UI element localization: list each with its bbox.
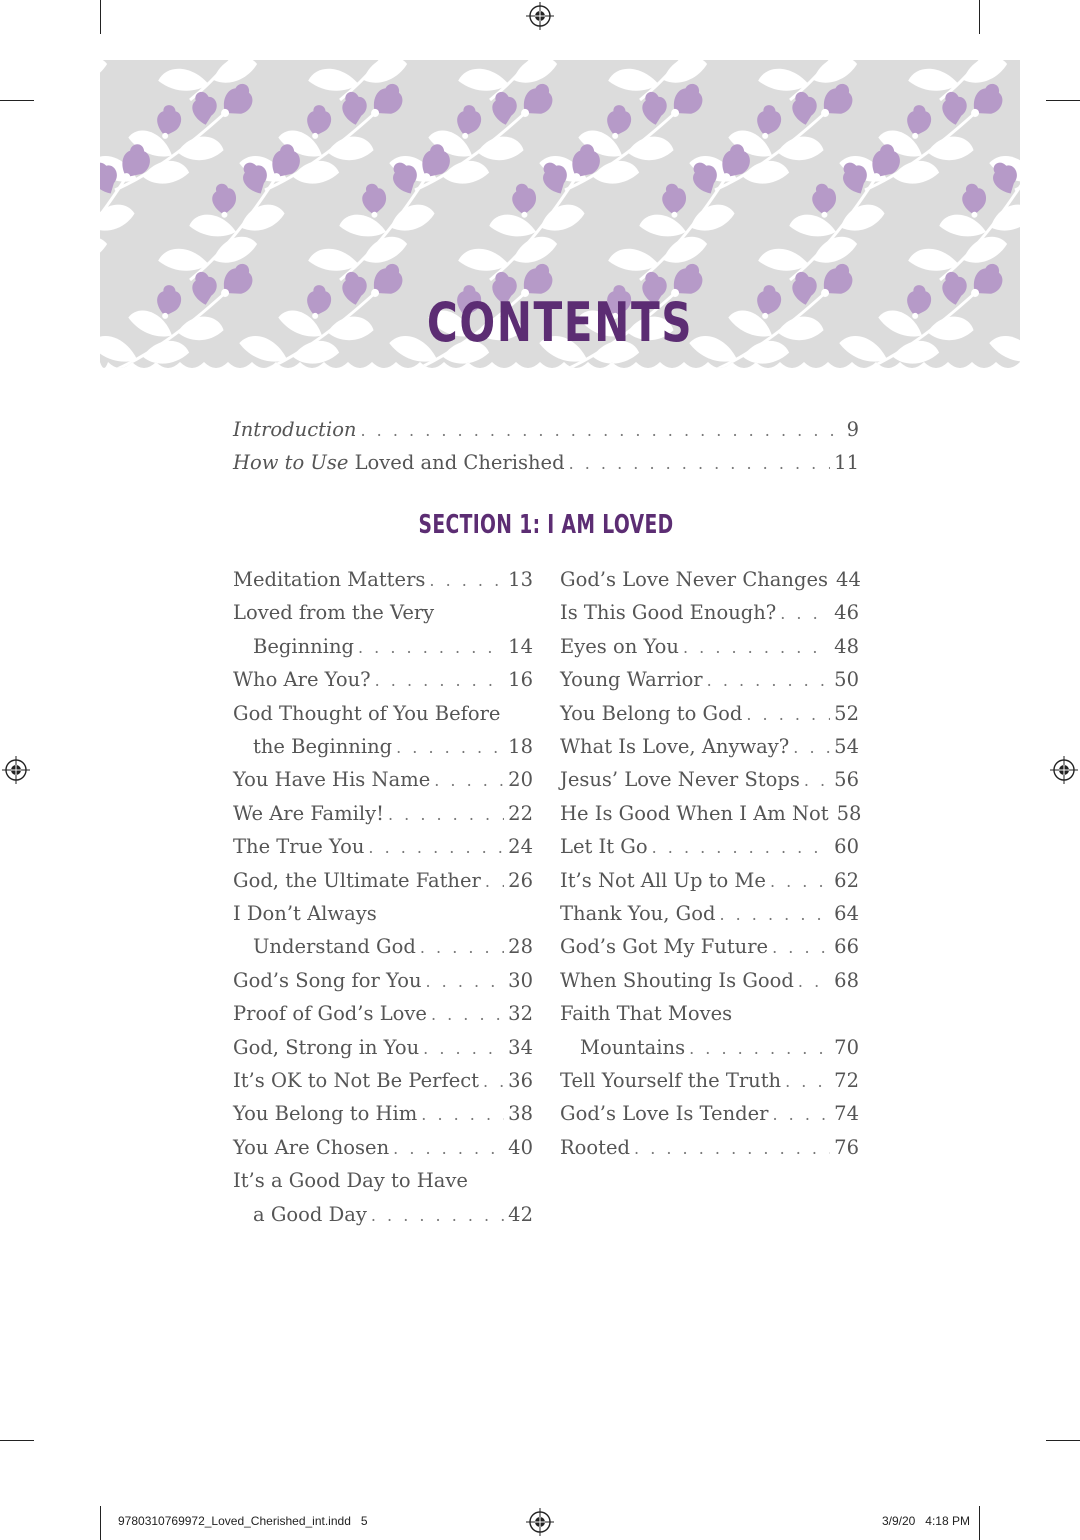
toc-entry-title: You Are Chosen <box>233 1135 390 1159</box>
dot-leader <box>689 1037 830 1061</box>
dot-leader <box>707 669 831 693</box>
toc-page-number: 44 <box>836 568 861 591</box>
dot-leader <box>780 602 830 626</box>
dot-leader <box>798 970 830 994</box>
toc-entry[interactable] <box>233 1036 533 1061</box>
toc-page-number: 22 <box>508 801 533 825</box>
toc-entry-title[interactable]: Faith That Moves <box>560 1002 733 1026</box>
toc-entry[interactable] <box>253 935 533 960</box>
toc-entry[interactable] <box>233 1102 533 1127</box>
toc-entry-title: God, the Ultimate Father <box>233 868 481 892</box>
dot-leader <box>423 1037 504 1061</box>
crop-mark-icon <box>1046 100 1080 101</box>
toc-page-number: 48 <box>834 634 859 658</box>
toc-page-number: 24 <box>508 835 533 859</box>
registration-mark-icon <box>1050 756 1078 784</box>
toc-entry[interactable] <box>560 902 859 927</box>
toc-page-number: 46 <box>834 601 859 625</box>
toc-entry-title: Proof of God’s Love <box>233 1002 427 1026</box>
toc-entry[interactable] <box>233 969 533 994</box>
toc-entry-title: He Is Good When I Am Not <box>560 801 829 825</box>
toc-entry[interactable] <box>560 635 859 660</box>
toc-entry[interactable] <box>233 869 533 894</box>
toc-entry-title-continued: Understand God <box>253 935 416 959</box>
toc-entry-title: God’s Love Is Tender <box>560 1102 769 1126</box>
toc-page-number: 32 <box>508 1002 533 1026</box>
toc-entry-title: Is This Good Enough? <box>560 601 777 625</box>
toc-page-number: 20 <box>508 768 533 792</box>
toc-entry-title: It’s Not All Up to Me <box>560 868 766 892</box>
toc-entry-title: Thank You, God <box>560 902 716 925</box>
toc-page-number: 40 <box>508 1135 533 1159</box>
toc-entry-title: Eyes on You <box>560 634 679 658</box>
toc-entry-title: God’s Love Never Changes <box>560 568 829 591</box>
dot-leader <box>388 803 504 827</box>
dot-leader <box>420 936 504 960</box>
dot-leader <box>746 703 830 727</box>
toc-page-number: 26 <box>508 868 533 892</box>
toc-page-number: 68 <box>834 968 859 992</box>
toc-entry[interactable] <box>233 1136 533 1161</box>
toc-entry[interactable] <box>560 735 859 760</box>
toc-entry-title: You Have His Name <box>233 768 431 792</box>
dot-leader <box>770 870 830 894</box>
toc-entry[interactable] <box>560 702 859 727</box>
toc-page-number: 70 <box>834 1035 859 1059</box>
toc-entry[interactable] <box>253 635 533 660</box>
dot-leader <box>652 836 831 860</box>
toc-entry-title: Meditation Matters <box>233 568 426 591</box>
toc-entry-introduction[interactable] <box>233 418 859 443</box>
toc-page-number: 14 <box>508 634 533 658</box>
toc-page-number: 58 <box>836 801 862 825</box>
crop-mark-icon <box>979 0 980 34</box>
dot-leader <box>804 769 830 793</box>
dot-leader <box>358 636 504 660</box>
toc-entry-title: Young Warrior <box>560 668 703 692</box>
dot-leader <box>421 1103 504 1127</box>
toc-entry[interactable] <box>560 969 859 994</box>
toc-page-number: 34 <box>508 1035 533 1059</box>
dot-leader <box>634 1137 830 1161</box>
toc-entry[interactable] <box>560 1102 859 1127</box>
toc-entry[interactable] <box>233 1069 533 1094</box>
toc-entry-title[interactable]: It’s a Good Day to Have <box>233 1169 468 1193</box>
toc-page-number: 60 <box>834 835 859 859</box>
toc-page-number: 16 <box>508 668 533 692</box>
toc-entry-title: God’s Song for You <box>233 968 422 992</box>
toc-entry-title-continued: a Good Day <box>253 1202 367 1226</box>
toc-entry-title: Let It Go <box>560 835 648 859</box>
toc-entry[interactable] <box>560 668 859 693</box>
toc-entry-title: You Belong to Him <box>233 1102 418 1126</box>
toc-entry[interactable] <box>233 568 533 593</box>
toc-entry-title-continued: Mountains <box>580 1035 686 1059</box>
dot-leader <box>719 903 830 927</box>
toc-entry-title: Tell Yourself the Truth <box>560 1069 782 1092</box>
toc-entry[interactable] <box>560 568 859 593</box>
toc-entry[interactable] <box>560 768 859 793</box>
toc-page-number: 64 <box>834 902 859 925</box>
dot-leader <box>683 636 830 660</box>
toc-page-number: 66 <box>834 935 859 959</box>
toc-page-number: 13 <box>508 568 533 591</box>
toc-page-number: 38 <box>508 1102 533 1126</box>
toc-entry[interactable] <box>560 869 859 894</box>
toc-page-number: 52 <box>834 701 859 725</box>
toc-entry-title[interactable]: Loved from the Very <box>233 601 435 625</box>
toc-entry-title: Who Are You? <box>233 668 371 692</box>
toc-entry-title: We Are Family! <box>233 801 384 825</box>
footer-file-name: 9780310769972_Loved_Cherished_int.indd 5 <box>118 1514 368 1528</box>
toc-entry-title: When Shouting Is Good <box>560 968 794 992</box>
crop-mark-icon <box>0 100 34 101</box>
toc-page-number: 30 <box>508 968 533 992</box>
crop-mark-icon <box>100 0 101 34</box>
dot-leader <box>485 870 504 894</box>
toc-page-number: 50 <box>834 668 859 692</box>
toc-entry-title-continued: the Beginning <box>253 735 393 758</box>
dot-leader <box>426 970 505 994</box>
toc-page-number: 74 <box>834 1102 859 1126</box>
toc-page-number: 56 <box>834 768 859 792</box>
crop-mark-icon <box>1046 1440 1080 1441</box>
footer-timestamp: 3/9/20 4:18 PM <box>881 1514 970 1528</box>
toc-entry[interactable] <box>560 1069 859 1094</box>
toc-entry[interactable] <box>560 1136 859 1161</box>
toc-page-number: 42 <box>508 1202 533 1226</box>
dot-leader <box>772 936 830 960</box>
toc-page-number: 9 <box>846 418 859 441</box>
toc-entry-title: The True You <box>233 835 365 859</box>
toc-page-number: 11 <box>834 451 859 474</box>
toc-entry[interactable] <box>560 601 859 626</box>
registration-mark-icon <box>526 2 554 30</box>
section-heading: SECTION 1: I AM LOVED <box>418 510 674 540</box>
toc-page-number: 54 <box>834 735 859 758</box>
toc-page-number: 62 <box>834 868 859 892</box>
crop-mark-icon <box>100 1506 101 1540</box>
toc-page-number: 18 <box>508 735 533 758</box>
dot-leader <box>375 669 505 693</box>
toc-entry-title: Rooted <box>560 1135 631 1159</box>
crop-mark-icon <box>0 1440 34 1441</box>
toc-entry-title[interactable]: I Don’t Always <box>233 902 377 925</box>
page-title: CONTENTS <box>426 291 694 354</box>
dot-leader <box>361 419 843 443</box>
toc-entry[interactable] <box>253 735 533 760</box>
toc-page-number: 76 <box>834 1135 859 1159</box>
toc-page-number: 36 <box>508 1069 533 1092</box>
toc-entry[interactable] <box>560 835 859 860</box>
toc-entry-title-continued: Beginning <box>253 634 354 658</box>
dot-leader <box>368 836 504 860</box>
toc-entry-title: God’s Got My Future <box>560 935 769 959</box>
registration-mark-icon <box>2 756 30 784</box>
toc-page-number: 72 <box>834 1069 859 1092</box>
toc-entry-how-to-use[interactable] <box>233 451 859 476</box>
toc-entry-title: You Belong to God <box>560 701 743 725</box>
toc-entry-title[interactable]: God Thought of You Before <box>233 701 501 725</box>
toc-entry[interactable] <box>233 768 533 793</box>
toc-entry-title: Jesus’ Love Never Stops <box>560 768 800 792</box>
dot-leader <box>483 1070 504 1094</box>
dot-leader <box>396 736 504 760</box>
dot-leader <box>434 769 504 793</box>
toc-entry[interactable] <box>560 935 859 960</box>
dot-leader <box>793 736 830 760</box>
toc-entry[interactable] <box>560 801 862 827</box>
dot-leader <box>371 1204 504 1228</box>
dot-leader <box>785 1070 830 1094</box>
dot-leader <box>431 1003 504 1027</box>
dot-leader <box>393 1137 504 1161</box>
toc-entry[interactable] <box>233 802 533 827</box>
toc-entry-title: What Is Love, Anyway? <box>560 735 790 758</box>
toc-entry-title: God, Strong in You <box>233 1035 420 1059</box>
floral-banner <box>100 60 1020 374</box>
dot-leader <box>773 1103 831 1127</box>
dot-leader <box>569 452 831 476</box>
crop-mark-icon <box>979 1506 980 1540</box>
toc-entry-title: Introduction <box>233 418 357 441</box>
dot-leader <box>429 569 504 593</box>
registration-mark-icon <box>526 1508 554 1536</box>
toc-entry-title: It’s OK to Not Be Perfect <box>233 1069 479 1092</box>
toc-entry[interactable] <box>233 1002 533 1027</box>
toc-entry[interactable] <box>253 1203 533 1228</box>
toc-page-number: 28 <box>508 935 533 959</box>
toc-entry[interactable] <box>580 1036 859 1061</box>
toc-entry[interactable] <box>233 835 533 860</box>
toc-entry[interactable] <box>233 668 533 693</box>
toc-entry-title: How to Use Loved and Cherished <box>233 451 565 474</box>
